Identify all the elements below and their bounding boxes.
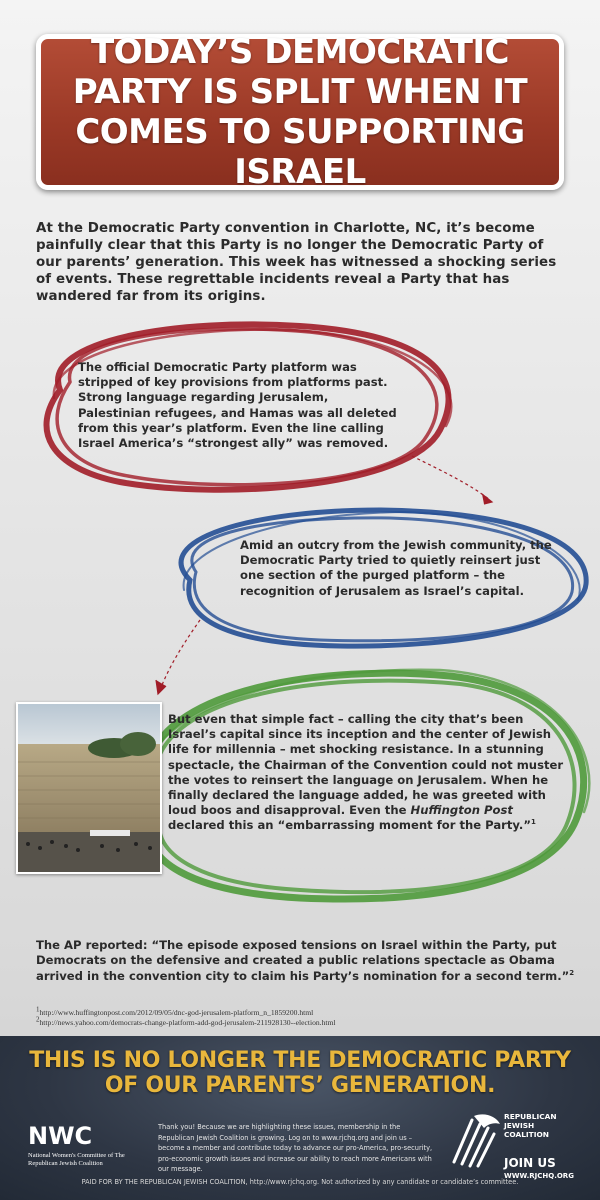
intro-paragraph: At the Democratic Party convention in Charlotte, NC, it’s become painfully clear that this Party is no longer the Democratic Party of our parents’ generation. This week has witnessed a shocking series of events. These regrettable incidents reveal a Party that has wandered far from its origins.: [36, 221, 557, 304]
arrow-two: [156, 620, 200, 694]
huffington-post-italic: Huffington Post: [410, 803, 513, 818]
nwc-logo: [28, 1122, 138, 1150]
footnote-1: [36, 1005, 576, 1018]
headline: TODAY’S DEMOCRATIC PARTY IS SPLIT WHEN IT COMES TO SUPPORTING ISRAEL: [72, 32, 528, 192]
nwc-logo-block: [28, 1122, 138, 1168]
footnote-2: [36, 1015, 576, 1028]
rjc-name-line-3: COALITION: [504, 1130, 549, 1139]
paid-for-disclaimer: PAID FOR BY THE REPUBLICAN JEWISH COALITION, http://www.rjchq.org. Not authorized by any candidate or candidate’s committee.: [81, 1178, 519, 1186]
footer-panel: [0, 1036, 600, 1200]
rjc-website-link[interactable]: WWW.RJCHQ.ORG: [504, 1172, 574, 1180]
reinsert-attempt-text: Amid an outcry from the Jewish community, the Democratic Party tried to quietly reinsert just one section of the purged platform – the recognition of Jerusalem as Israel’s capital.: [240, 538, 552, 598]
footnote-2-ref: 2: [36, 1015, 40, 1024]
rjc-eagle-icon: [450, 1112, 502, 1168]
arrow-one: [412, 456, 492, 504]
footer-tagline: [0, 1048, 600, 1098]
western-wall-illustration: [18, 704, 162, 874]
ap-quote: [36, 938, 576, 984]
nwc-logo-text: NWC: [28, 1122, 93, 1150]
footnote-ref-1: 1: [530, 818, 536, 827]
jerusalem-resistance-part2: declared this an “embarrassing moment for the Party.”: [168, 818, 531, 833]
footnote-ref-2: 2: [569, 968, 575, 977]
footnote-2-link[interactable]: http://news.yahoo.com/democrats-change-platform-add-god-jerusalem-211928130--election.html: [39, 1018, 336, 1027]
rjc-name: [504, 1112, 557, 1139]
footnotes: [36, 1005, 576, 1028]
jerusalem-resistance-part1: But even that simple fact – calling the city that’s been Israel’s capital since its inception and the center of Jewish life for millennia – met shocking resistance. In a stunning spectacle, the Chairman of the Convention could not muster the votes to reinsert the language on Jerusalem. When he finally declared the language added, he was greeted with loud boos and disapproval. Even the: [168, 712, 564, 818]
jerusalem-resistance-text: [168, 712, 568, 834]
headline-banner: [36, 34, 564, 190]
platform-stripped-text: The official Democratic Party platform was stripped of key provisions from platforms past. Strong language regarding Jerusalem, Palestinian refugees, and Hamas was all deleted from this year’s platform. Even the line calling Israel America’s “strongest ally” was removed.: [78, 360, 397, 451]
footnote-1-ref: 1: [36, 1005, 40, 1014]
tagline-line-1: THIS IS NO LONGER THE DEMOCRATIC PARTY: [29, 1048, 571, 1073]
membership-message: Thank you! Because we are highlighting these issues, membership in the Republican Jewish Coalition is growing. Log on to www.rjchq.org and join us – become a member and contribute today to advance our pro-America, pro-security, pro-economic growth issues and increase our ability to reach more Americans with our message.: [158, 1123, 433, 1174]
ap-quote-text: The AP reported: “The episode exposed tensions on Israel within the Party, put Democrats on the defensive and created a public relations spectacle as Obama arrived in the convention city to claim his Party’s nomination for a second term.”: [36, 938, 570, 983]
footnote-1-link[interactable]: http://www.huffingtonpost.com/2012/09/05/dnc-god-jerusalem-platform_n_1859200.html: [39, 1008, 314, 1017]
nwc-subtitle: National Women's Committee of The Republican Jewish Coalition: [28, 1152, 125, 1167]
join-us-label: JOIN US: [504, 1156, 556, 1170]
rjc-name-line-1: REPUBLICAN: [504, 1112, 557, 1121]
rjc-name-line-2: JEWISH: [504, 1121, 535, 1130]
western-wall-photo: [16, 702, 162, 874]
tagline-line-2: OF OUR PARENTS’ GENERATION.: [104, 1073, 496, 1098]
rjc-logo-block: [450, 1112, 590, 1200]
